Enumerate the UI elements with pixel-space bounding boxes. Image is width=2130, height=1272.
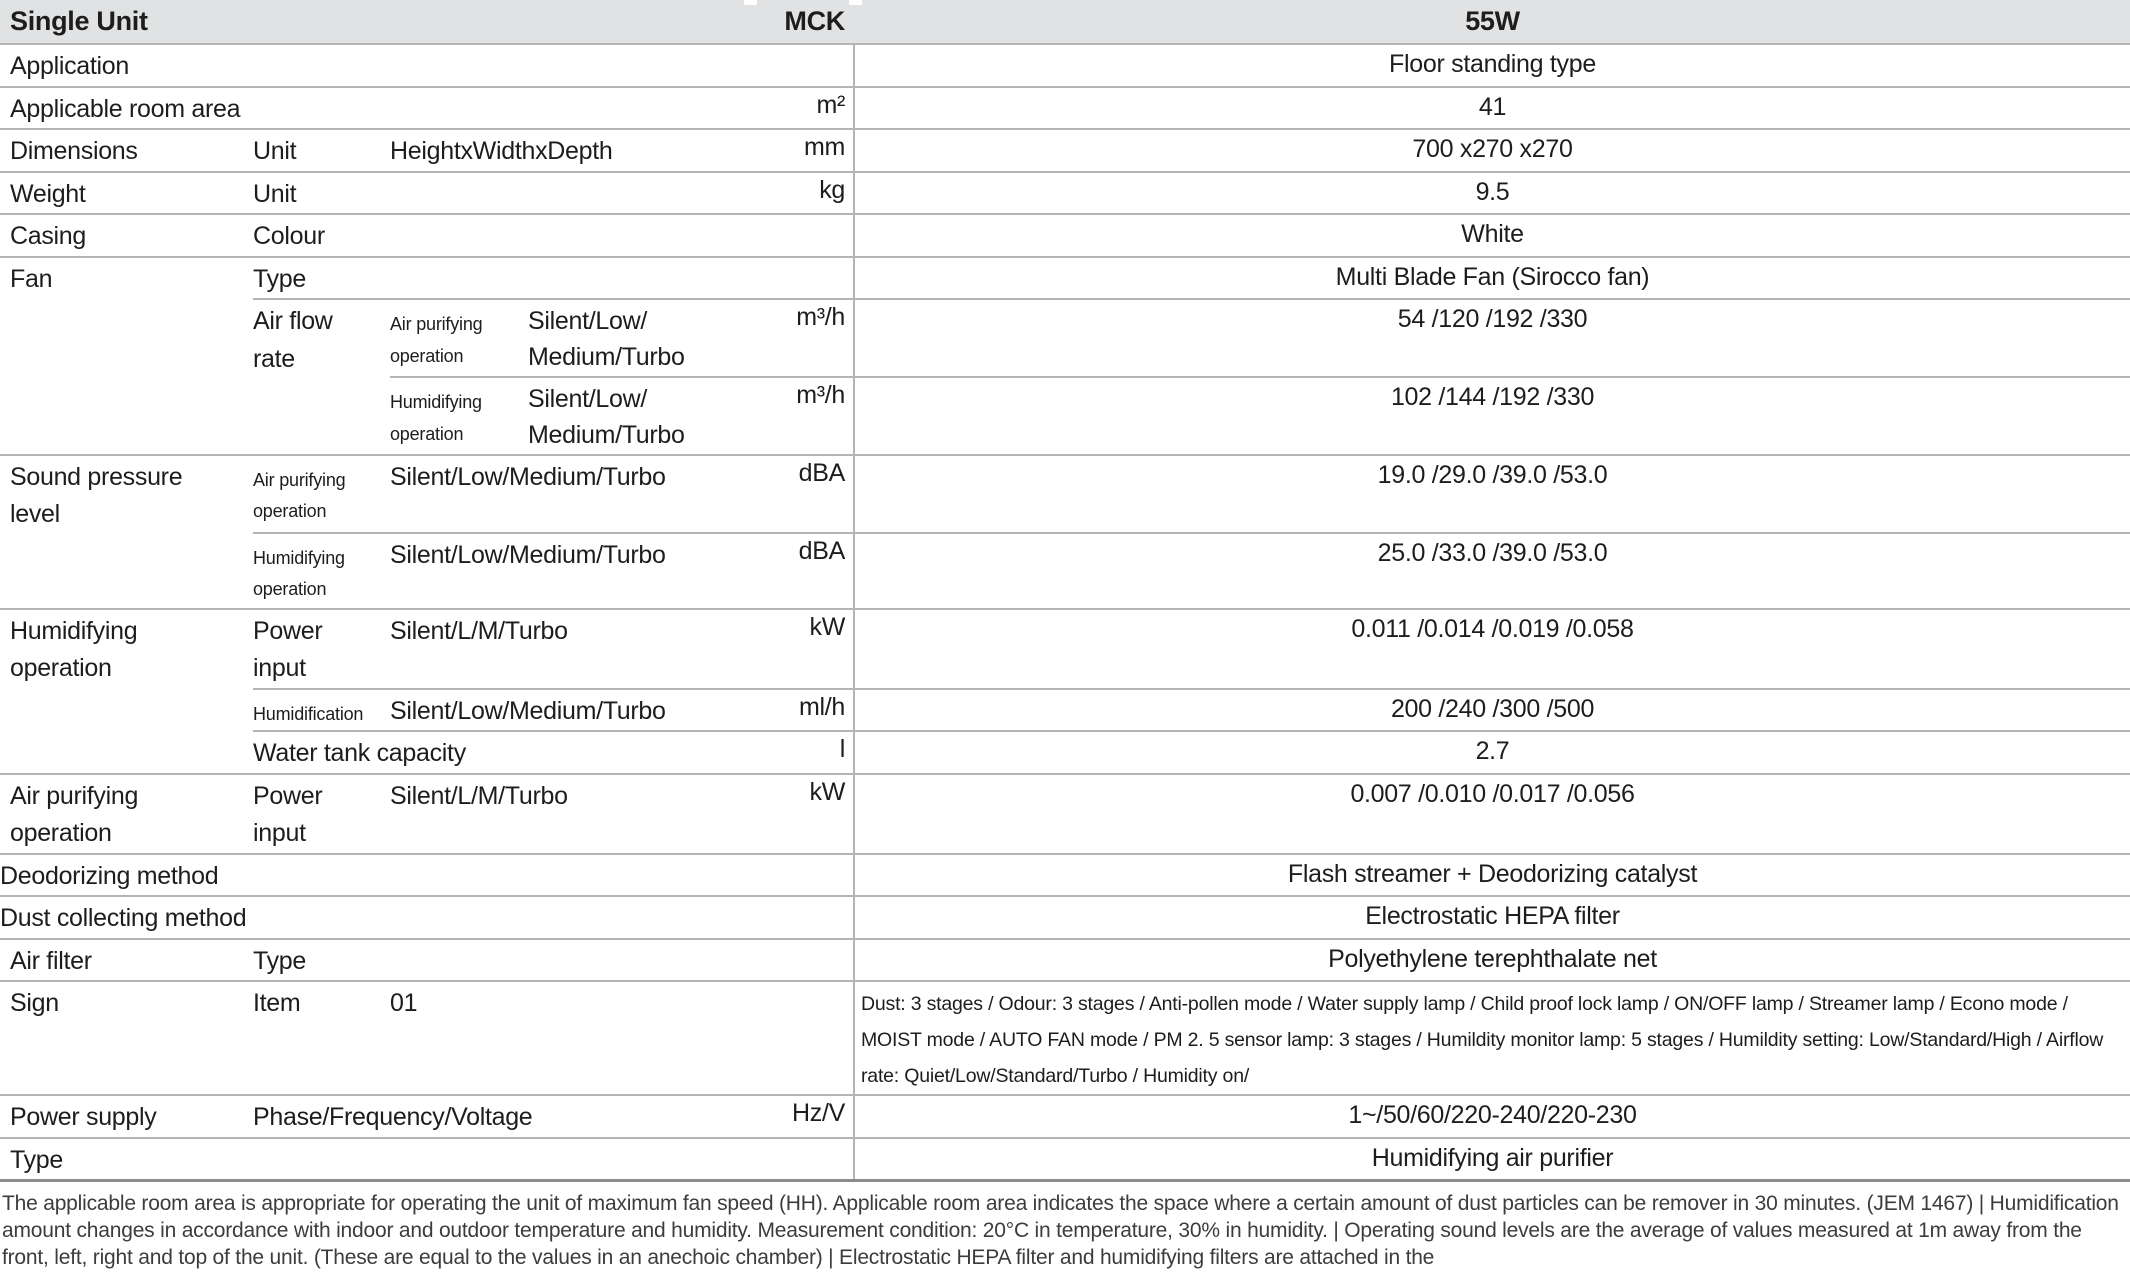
header-divider-tick: [849, 0, 862, 5]
row-labels: [253, 456, 855, 532]
spec-row-casing: [0, 213, 2130, 256]
spec-row-deodorizing-method: [0, 853, 2130, 896]
row-sublabel: [253, 775, 390, 853]
row-label: Deodorizing method: [0, 861, 219, 890]
spec-row-airflow-humidifying: [390, 376, 2130, 454]
spec-row-type: [0, 1137, 2130, 1180]
spec-row-water-tank: [253, 730, 2130, 773]
row-labels: [0, 1139, 855, 1180]
spec-group-sound-pressure: [0, 454, 2130, 608]
row-label: Casing: [10, 222, 87, 250]
row-sublabel: Water tank capacity: [253, 739, 466, 767]
spec-row-dust-collecting-method: [0, 895, 2130, 938]
row-label: Application: [10, 52, 130, 80]
row-value: 0.007 /0.010 /0.017 /0.056: [1350, 779, 1635, 808]
row-labels: [253, 690, 855, 731]
row-label: Applicable room area: [10, 94, 241, 123]
row-value: 25.0 /33.0 /39.0 /53.0: [1377, 538, 1608, 567]
group-label: [0, 610, 253, 773]
table-title: Single Unit: [10, 6, 148, 36]
series-label: MCK: [784, 6, 845, 36]
settings-label: Silent/L/M/Turbo: [390, 616, 568, 645]
row-labels: [390, 378, 855, 454]
settings-line2: Medium/Turbo: [528, 421, 685, 450]
subgroup-body: [390, 300, 2130, 454]
header-divider-tick: [744, 0, 757, 5]
row-label: [0, 775, 253, 853]
row-sublabel: Type: [253, 264, 306, 293]
row-unit: dBA: [798, 536, 845, 565]
row-value: 1~/50/60/220-240/220-230: [1348, 1101, 1637, 1130]
spec-row-humidifying-power-input: [253, 610, 2130, 688]
row-value: Polyethylene terephthalate net: [1328, 944, 1657, 973]
row-labels: [0, 215, 855, 256]
row-label-text: Air purifying operation: [10, 781, 139, 847]
spec-row-application: [0, 43, 2130, 86]
settings-line1: Silent/Low/: [528, 385, 647, 413]
row-value: White: [1461, 220, 1524, 248]
row-labels: [0, 940, 855, 981]
spec-row-fan-type: [253, 258, 2130, 299]
row-label: Type: [10, 1145, 63, 1174]
row-labels: [0, 982, 855, 1094]
row-value: Electrostatic HEPA filter: [1365, 902, 1620, 930]
row-value: 41: [1478, 92, 1507, 121]
row-label: Power supply: [10, 1103, 157, 1132]
settings-line2: Medium/Turbo: [528, 343, 685, 372]
row-label: Sign: [10, 989, 59, 1017]
group-body: [253, 456, 2130, 608]
group-label-text: Sound pressure level: [10, 462, 183, 528]
row-sublabel: Phase/Frequency/Voltage: [253, 1103, 533, 1132]
row-labels: [390, 300, 855, 376]
row-labels: [253, 534, 855, 608]
row-unit: kg: [819, 175, 845, 204]
row-labels: [0, 173, 855, 214]
table-header-left: [0, 6, 855, 37]
row-labels: [0, 130, 855, 171]
row-labels: [253, 610, 855, 688]
row-value: Humidifying air purifier: [1371, 1143, 1614, 1172]
row-sublabel: [253, 610, 390, 688]
row-value: Multi Blade Fan (Sirocco fan): [1335, 262, 1650, 291]
row-sublabel: Type: [253, 946, 306, 975]
spec-group-fan: [0, 256, 2130, 454]
operation-label: Humidifying operation: [253, 547, 345, 599]
row-labels: [0, 897, 855, 938]
operation-label: Humidifying operation: [390, 392, 482, 444]
row-sublabel-text: Power input: [253, 781, 323, 847]
spec-row-room-area: [0, 86, 2130, 129]
row-labels: [0, 775, 855, 853]
row-unit: kW: [809, 777, 845, 806]
row-value: 200 /240 /300 /500: [1390, 694, 1595, 723]
row-label: Weight: [10, 179, 86, 208]
row-unit: kW: [809, 612, 845, 641]
row-detail: HeightxWidthxDepth: [390, 137, 613, 165]
settings-line1: Silent/Low/: [528, 307, 647, 335]
row-value: 54 /120 /192 /330: [1397, 305, 1588, 333]
spec-row-dimensions: [0, 128, 2130, 171]
row-unit: l: [839, 735, 845, 763]
spec-row-sound-humidifying: [253, 532, 2130, 608]
settings-label: Silent/Low/Medium/Turbo: [390, 696, 666, 725]
row-sublabel-text: Power input: [253, 616, 323, 682]
spec-row-power-supply: [0, 1094, 2130, 1137]
spec-group-humidifying-operation: [0, 608, 2130, 773]
row-value: Dust: 3 stages / Odour: 3 stages / Anti-pollen mode / Water supply lamp / Child proof lock lamp / ON/OFF lamp / Streamer lamp / Econo mode / MOIST mode / AUTO FAN mode / PM 2. 5 sensor lamp: 3 stages / Humildity monitor lamp: 5 stages / Humildity setting: Low/Standard/High / Airflow rate: Quiet/Low/Standard/Turbo / Humidity on/: [861, 993, 2104, 1088]
spec-row-sound-purifying: [253, 456, 2130, 532]
footnote: The applicable room area is appropriate for operating the unit of maximum fan speed (HH). Applicable room area indicates the space where a certain amount of dust particles can be remover in 30 minutes. (JEM 1467) | Humidification amount changes in accordance with indoor and outdoor temperature and humidity. Measurement condition: 20°C in temperature, 30% in humidity. | Operating sound levels are the average of values measured at 1m away from the front, left, right and top of the unit. (These are equal to the values in an anechoic chamber) | Electrostatic HEPA filter and humidifying filters are attached in the: [2, 1192, 2119, 1269]
row-sublabel: Unit: [253, 179, 297, 208]
row-value: 700 x270 x270: [1412, 135, 1573, 163]
row-value: 102 /144 /192 /330: [1390, 383, 1595, 411]
row-labels: [0, 855, 855, 896]
item-number: 01: [390, 989, 418, 1017]
row-label: Dimensions: [10, 137, 138, 165]
settings-label: Silent/L/M/Turbo: [390, 781, 568, 810]
subgroup-label-text: Air flow rate: [253, 307, 333, 373]
row-labels: [0, 1096, 855, 1137]
spec-row-weight: [0, 171, 2130, 214]
row-unit: m³/h: [796, 303, 845, 331]
row-unit: m²: [816, 90, 845, 119]
row-unit: ml/h: [798, 692, 845, 721]
operation-label: Air purifying operation: [390, 314, 483, 366]
row-unit: Hz/V: [792, 1099, 845, 1128]
settings-label: Silent/Low/Medium/Turbo: [390, 540, 666, 569]
row-sublabel: Colour: [253, 222, 325, 250]
row-sublabel: Humidification: [253, 703, 364, 724]
subgroup-label: [253, 300, 390, 454]
row-sublabel: Unit: [253, 137, 297, 165]
settings-label: Silent/Low/Medium/Turbo: [390, 462, 666, 491]
spec-row-air-purifying-power-input: [0, 773, 2130, 853]
group-body: [253, 258, 2130, 454]
row-value: 9.5: [1475, 177, 1510, 206]
spec-row-humidification: [253, 688, 2130, 731]
group-body: [253, 610, 2130, 773]
spec-row-air-filter: [0, 938, 2130, 981]
spec-row-sign: [0, 980, 2130, 1094]
row-labels: [253, 258, 855, 299]
table-header-row: [0, 0, 2130, 43]
operation-label: Air purifying operation: [253, 469, 346, 521]
row-value: 0.011 /0.014 /0.019 /0.058: [1351, 614, 1634, 643]
row-value: Flash streamer + Deodorizing catalyst: [1287, 859, 1698, 888]
spec-subgroup-air-flow-rate: [253, 298, 2130, 454]
row-label: Dust collecting method: [0, 904, 247, 932]
model-label: 55W: [1465, 6, 1520, 36]
row-value: 2.7: [1475, 737, 1510, 765]
row-value: Floor standing type: [1389, 50, 1596, 78]
row-labels: [253, 732, 855, 773]
row-unit: mm: [803, 133, 845, 161]
row-labels: [0, 45, 855, 86]
row-sublabel: Item: [253, 989, 301, 1017]
group-label: Fan: [10, 264, 53, 293]
spec-row-airflow-purifying: [390, 300, 2130, 376]
row-unit: dBA: [798, 458, 845, 487]
settings-label: [528, 378, 689, 454]
row-labels: [0, 88, 855, 129]
row-value: 19.0 /29.0 /39.0 /53.0: [1377, 460, 1608, 489]
group-label-text: Humidifying operation: [10, 616, 138, 682]
group-label: [0, 456, 253, 608]
settings-label: [528, 300, 689, 376]
row-unit: m³/h: [796, 381, 845, 409]
row-label: Air filter: [10, 946, 92, 975]
